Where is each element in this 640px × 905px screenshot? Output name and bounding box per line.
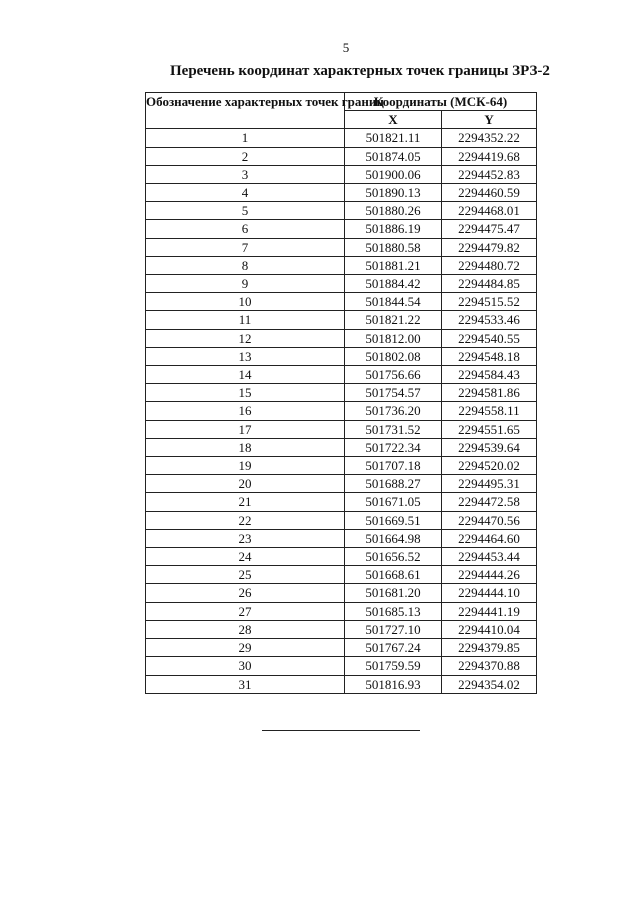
header-x: X [345, 111, 442, 129]
y-coordinate-cell: 2294410.04 [442, 620, 537, 638]
y-coordinate-cell: 2294584.43 [442, 366, 537, 384]
point-number-cell: 28 [146, 620, 345, 638]
y-coordinate-cell: 2294352.22 [442, 129, 537, 147]
table-row [146, 238, 537, 256]
point-number-cell: 19 [146, 457, 345, 475]
x-coordinate-cell: 501668.61 [345, 566, 442, 584]
y-coordinate-cell: 2294468.01 [442, 202, 537, 220]
point-number-cell: 3 [146, 165, 345, 183]
table-body [146, 129, 537, 693]
x-coordinate-cell: 501681.20 [345, 584, 442, 602]
y-coordinate-cell: 2294452.83 [442, 165, 537, 183]
point-number-cell: 13 [146, 347, 345, 365]
point-number-cell: 31 [146, 675, 345, 693]
table-row [146, 657, 537, 675]
point-number-cell: 17 [146, 420, 345, 438]
y-coordinate-cell: 2294464.60 [442, 529, 537, 547]
point-number-cell: 24 [146, 548, 345, 566]
x-coordinate-cell: 501886.19 [345, 220, 442, 238]
x-coordinate-cell: 501880.58 [345, 238, 442, 256]
header-coordinates: Координаты (МСК-64) [345, 93, 537, 111]
x-coordinate-cell: 501754.57 [345, 384, 442, 402]
x-coordinate-cell: 501656.52 [345, 548, 442, 566]
x-coordinate-cell: 501731.52 [345, 420, 442, 438]
table-row [146, 366, 537, 384]
x-coordinate-cell: 501727.10 [345, 620, 442, 638]
point-number-cell: 9 [146, 275, 345, 293]
x-coordinate-cell: 501900.06 [345, 165, 442, 183]
y-coordinate-cell: 2294515.52 [442, 293, 537, 311]
y-coordinate-cell: 2294548.18 [442, 347, 537, 365]
table-row [146, 529, 537, 547]
document-title: Перечень координат характерных точек границы ЗРЗ-2 [170, 63, 550, 79]
x-coordinate-cell: 501880.26 [345, 202, 442, 220]
table-row [146, 384, 537, 402]
x-coordinate-cell: 501844.54 [345, 293, 442, 311]
point-number-cell: 4 [146, 184, 345, 202]
table-row [146, 620, 537, 638]
coordinates-table [145, 92, 537, 694]
x-coordinate-cell: 501671.05 [345, 493, 442, 511]
y-coordinate-cell: 2294480.72 [442, 256, 537, 274]
y-coordinate-cell: 2294475.47 [442, 220, 537, 238]
table-row [146, 402, 537, 420]
table-row [146, 202, 537, 220]
x-coordinate-cell: 501707.18 [345, 457, 442, 475]
point-number-cell: 22 [146, 511, 345, 529]
table-row [146, 602, 537, 620]
x-coordinate-cell: 501756.66 [345, 366, 442, 384]
table-row [146, 220, 537, 238]
table-row [146, 165, 537, 183]
table-row [146, 438, 537, 456]
point-number-cell: 10 [146, 293, 345, 311]
x-coordinate-cell: 501802.08 [345, 347, 442, 365]
x-coordinate-cell: 501821.22 [345, 311, 442, 329]
y-coordinate-cell: 2294419.68 [442, 147, 537, 165]
table-header [146, 93, 537, 129]
header-point-designation: Обозначение характерных точек границ [146, 93, 345, 129]
y-coordinate-cell: 2294441.19 [442, 602, 537, 620]
y-coordinate-cell: 2294470.56 [442, 511, 537, 529]
point-number-cell: 16 [146, 402, 345, 420]
table-row [146, 457, 537, 475]
point-number-cell: 12 [146, 329, 345, 347]
y-coordinate-cell: 2294540.55 [442, 329, 537, 347]
x-coordinate-cell: 501736.20 [345, 402, 442, 420]
table-row [146, 548, 537, 566]
point-number-cell: 7 [146, 238, 345, 256]
x-coordinate-cell: 501759.59 [345, 657, 442, 675]
table-row [146, 566, 537, 584]
y-coordinate-cell: 2294472.58 [442, 493, 537, 511]
table-row [146, 256, 537, 274]
point-number-cell: 2 [146, 147, 345, 165]
table-row [146, 584, 537, 602]
y-coordinate-cell: 2294558.11 [442, 402, 537, 420]
table-row [146, 639, 537, 657]
y-coordinate-cell: 2294370.88 [442, 657, 537, 675]
point-number-cell: 27 [146, 602, 345, 620]
y-coordinate-cell: 2294551.65 [442, 420, 537, 438]
table-row [146, 475, 537, 493]
table-row [146, 675, 537, 693]
x-coordinate-cell: 501874.05 [345, 147, 442, 165]
point-number-cell: 21 [146, 493, 345, 511]
table-row [146, 420, 537, 438]
point-number-cell: 20 [146, 475, 345, 493]
point-number-cell: 11 [146, 311, 345, 329]
point-number-cell: 6 [146, 220, 345, 238]
point-number-cell: 23 [146, 529, 345, 547]
table-row [146, 329, 537, 347]
table-row [146, 184, 537, 202]
x-coordinate-cell: 501767.24 [345, 639, 442, 657]
y-coordinate-cell: 2294453.44 [442, 548, 537, 566]
table-row [146, 493, 537, 511]
table-row [146, 511, 537, 529]
y-coordinate-cell: 2294495.31 [442, 475, 537, 493]
x-coordinate-cell: 501821.11 [345, 129, 442, 147]
table-row [146, 311, 537, 329]
point-number-cell: 1 [146, 129, 345, 147]
y-coordinate-cell: 2294484.85 [442, 275, 537, 293]
table-row [146, 147, 537, 165]
x-coordinate-cell: 501664.98 [345, 529, 442, 547]
table-row [146, 129, 537, 147]
table-row [146, 275, 537, 293]
x-coordinate-cell: 501881.21 [345, 256, 442, 274]
point-number-cell: 18 [146, 438, 345, 456]
page-number: 5 [342, 40, 350, 55]
y-coordinate-cell: 2294460.59 [442, 184, 537, 202]
y-coordinate-cell: 2294354.02 [442, 675, 537, 693]
x-coordinate-cell: 501812.00 [345, 329, 442, 347]
point-number-cell: 5 [146, 202, 345, 220]
footer-divider [262, 730, 420, 731]
x-coordinate-cell: 501816.93 [345, 675, 442, 693]
x-coordinate-cell: 501884.42 [345, 275, 442, 293]
y-coordinate-cell: 2294533.46 [442, 311, 537, 329]
point-number-cell: 30 [146, 657, 345, 675]
point-number-cell: 15 [146, 384, 345, 402]
x-coordinate-cell: 501688.27 [345, 475, 442, 493]
header-y: Y [442, 111, 537, 129]
y-coordinate-cell: 2294539.64 [442, 438, 537, 456]
point-number-cell: 29 [146, 639, 345, 657]
point-number-cell: 14 [146, 366, 345, 384]
x-coordinate-cell: 501722.34 [345, 438, 442, 456]
y-coordinate-cell: 2294520.02 [442, 457, 537, 475]
table-row [146, 347, 537, 365]
point-number-cell: 25 [146, 566, 345, 584]
x-coordinate-cell: 501669.51 [345, 511, 442, 529]
y-coordinate-cell: 2294444.26 [442, 566, 537, 584]
y-coordinate-cell: 2294444.10 [442, 584, 537, 602]
point-number-cell: 8 [146, 256, 345, 274]
point-number-cell: 26 [146, 584, 345, 602]
y-coordinate-cell: 2294379.85 [442, 639, 537, 657]
y-coordinate-cell: 2294479.82 [442, 238, 537, 256]
x-coordinate-cell: 501890.13 [345, 184, 442, 202]
x-coordinate-cell: 501685.13 [345, 602, 442, 620]
table-row [146, 293, 537, 311]
y-coordinate-cell: 2294581.86 [442, 384, 537, 402]
